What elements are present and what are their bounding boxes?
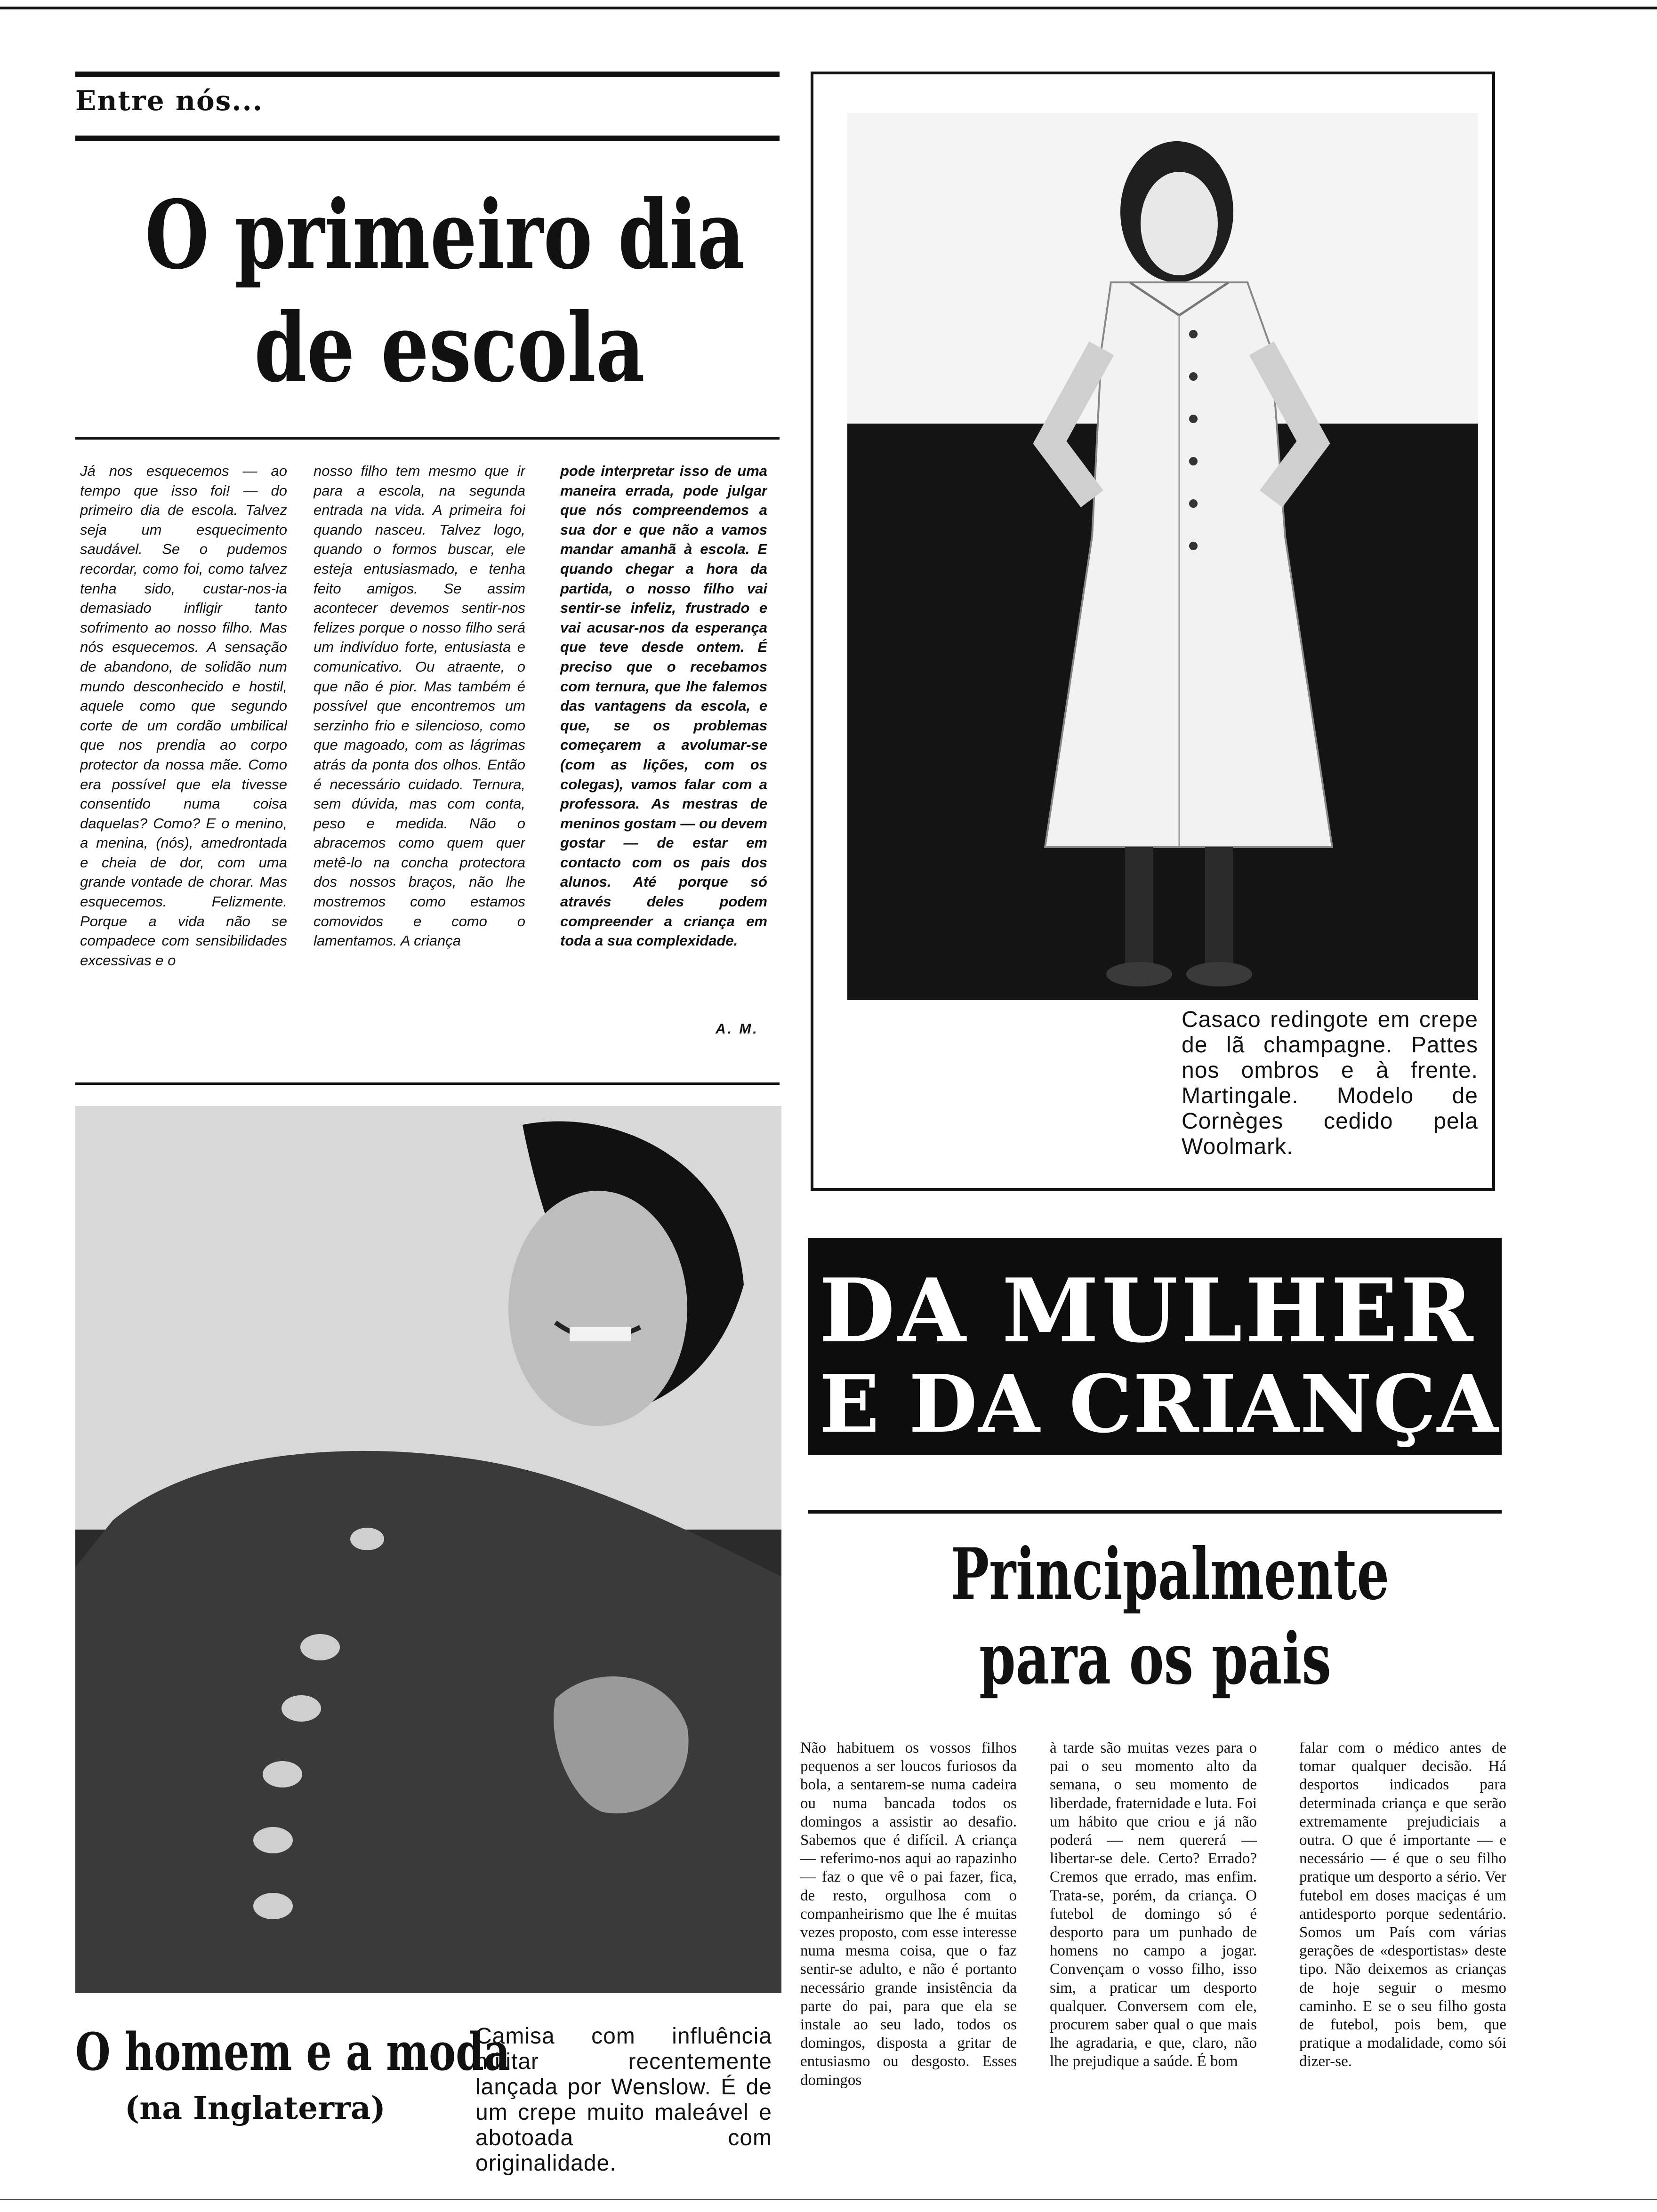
photo2-illustration [75, 1106, 781, 1993]
page-bottom-rule [0, 2199, 1657, 2200]
feature-homem-title: O homem e a moda [75, 2021, 510, 2082]
article2-column-3: falar com o médico antes de tomar qualquer decisão. Há desportos indicados para determinada criança e que serão extremamente prejudiciais a outra. O que é importante — e necessário — é que o seu filho pratique um desporto a sério. Ver futebol em doses maciças é um antidesporto porque sedentário. Somos um País com várias gerações de «desportistas» deste tipo. Não deixemos as crianças de hoje seguir o mesmo caminho. E se o seu filho gosta de futebol, pois bem, que pratique a modalidade, como sói dizer-se. [1299, 1739, 1506, 2070]
masthead-line1: DA MULHER [819, 1259, 1476, 1362]
feature-homem-subtitle: (na Inglaterra) [125, 2090, 386, 2126]
photo1-caption: Casaco redingote em crepe de lã champagne. Pattes nos ombros e à frente. Martingale. Modelo de Cornèges cedido pela Woolmark. [1182, 1007, 1478, 1159]
article2-column-1: Não habituem os vossos filhos pequenos a ser loucos furiosos da bola, a sentarem-se numa cadeira ou numa bancada todos os domingos a assistir ao desafio. Sabemos que é difícil. A criança — referimo-nos aqui ao rapazinho — faz o que vê o pai fazer, fica, de resto, orgulhosa com o companheirismo que lhe é muitas vezes proposto, com esse interesse numa mesma coisa, que o faz sentir-se adulto, e não é portanto necessário grande insistência da parte do pai, para que ela se instale ao seu lado, todos os domingos, disposta a gritar de entusiasmo ou desgosto. Esses domingos [800, 1739, 1017, 2089]
article2-headline-line2: para os pais [979, 1618, 1331, 1700]
article2-headline-line1: Principalmente [951, 1533, 1390, 1616]
article1-column-1: Já nos esquecemos — ao tempo que isso foi! — do primeiro dia de escola. Talvez seja um esquecimento saudável. Se o pudemos recordar, como foi, como talvez tenha sido, custar-nos-ia demasiado infligir tanto sofrimento ao nosso filho. Mas nós esquecemos. A sensação de abandono, de solidão num mundo desconhecido e hostil, aquele como que segundo corte de um cordão umbilical que nos prendia ao corpo protector da nossa mãe. Como era possível que ela tivesse consentido numa coisa daquelas? Como? E o menino, a menina, (nós), amedrontada e cheia de dor, com uma grande vontade de chorar. Mas esquecemos. Felizmente. Porque a vida não se compadece com sensibilidades excessivas e o [80, 463, 287, 969]
article1-separator [75, 437, 780, 440]
article1-signature: A. M. [716, 1021, 759, 1037]
header-rule-top [75, 72, 780, 77]
article1-headline-line1: O primeiro dia [145, 180, 745, 290]
photo1-illustration [847, 113, 1478, 1000]
article2-column-2: à tarde são muitas vezes para o pai o seu momento alto da semana, o seu momento de liberdade, fraternidade e luta. Foi um hábito que criou e já não poderá — nem quererá — libertar-se dele. Certo? Errado? Cremos que errado, mas enfim. Trata-se, porém, da criança. O futebol de domingo só é desporto para um punhado de homens no campo a jogar. Convençam o vosso filho, isso sim, a praticar um desporto qualquer. Conversem com ele, procurem saber qual o que mais lhe agradaria, e que, claro, não lhe prejudique a saúde. É bom [1050, 1739, 1257, 2070]
article1-headline-line2: de escola [254, 293, 645, 403]
photo1-woman-coat-image [847, 113, 1478, 1000]
page-top-border [0, 7, 1657, 9]
masthead-line2: E DA CRIANÇA [819, 1357, 1499, 1451]
section-label: Entre nós... [75, 85, 263, 117]
photo2-man-shirt-image [75, 1106, 781, 1993]
article1-column-2: nosso filho tem mesmo que ir para a escola, na segunda entrada na vida. A primeira foi quando nasceu. Talvez logo, quando o formos buscar, ele esteja entusiasmado, e tenha feito amigos. Se assim acontecer devemos sentir-nos felizes porque o nosso filho será um indivíduo forte, entusiasta e comunicativo. Ou atraente, o que não é pior. Mas também é possível que encontremos um serzinho frio e silencioso, como que magoado, com as lágrimas atrás da ponta dos olhos. Então é necessário cuidado. Ternura, sem dúvida, mas com conta, peso e medida. Não o abracemos como quem quer metê-lo na concha protectora dos nossos braços, não lhe mostremos como estamos comovidos e como o lamentamos. A criança [314, 463, 525, 949]
header-rule-bottom [75, 136, 780, 141]
article1-column-3: pode interpretar isso de uma maneira errada, pode julgar que nós compreendemos a sua dor e que não a vamos mandar amanhã à escola. E quando chegar a hora da partida, o nosso filho vai sentir-se infeliz, frustrado e vai acusar-nos da esperança que teve desde ontem. É preciso que o recebamos com ternura, que lhe falemos das vantagens da escola, e que, se os problemas começarem a avolumar-se (com as lições, com os colegas), vamos falar com a professora. As mestras de meninos gostam — ou devem gostar — de estar em contacto com os pais dos alunos. Até porque só através deles podem compreender a criança em toda a sua complexidade. [560, 463, 767, 949]
article1-bottom-rule [75, 1082, 780, 1085]
photo2-caption: Camisa com influência militar recentemente lançada por Wenslow. É de um crepe muito maleável e abotoada com originalidade. [475, 2024, 772, 2176]
article2-top-rule [808, 1510, 1502, 1514]
